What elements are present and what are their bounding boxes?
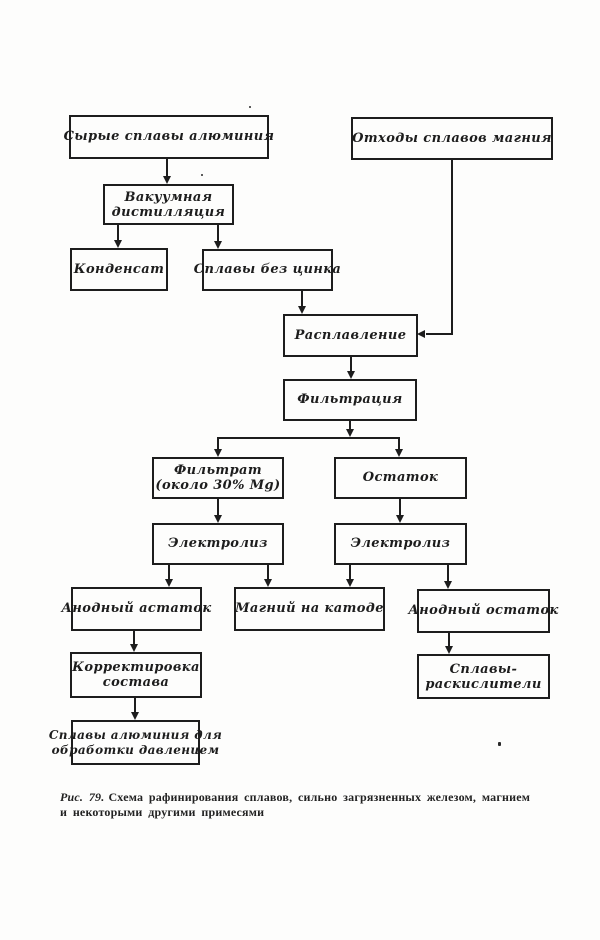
node-label: Магний на катоде xyxy=(235,601,384,616)
arrowhead-down-icon xyxy=(346,579,354,587)
ink-speck xyxy=(498,742,501,746)
arrowhead-down-icon xyxy=(444,581,452,589)
node-label: Сырые сплавы алюминия xyxy=(63,129,275,144)
connector-elecleft-to-anode xyxy=(168,565,170,580)
arrowhead-down-icon xyxy=(396,515,404,523)
node-deoxidizer-alloys xyxy=(417,654,550,699)
node-label-line1: Фильтрат xyxy=(173,463,263,478)
ink-speck xyxy=(249,106,251,108)
node-anode-residue-right xyxy=(408,589,559,633)
node-label: Анодный остаток xyxy=(408,603,559,618)
connector-elecleft-to-cathode xyxy=(267,565,269,580)
node-label: Электролиз xyxy=(350,536,451,551)
connector-residue-to-electrolysis xyxy=(399,499,401,516)
connector-elecright-to-cathode xyxy=(349,565,351,580)
node-condensate xyxy=(70,248,168,291)
arrowhead-down-icon xyxy=(214,515,222,523)
connector-melting-to-filtration xyxy=(350,357,352,372)
arrowhead-down-icon xyxy=(130,644,138,652)
connector-filtrate-to-electrolysis xyxy=(217,499,219,516)
node-magnesium-alloy-waste xyxy=(351,117,553,160)
node-label-line2: раскислители xyxy=(425,676,542,692)
node-label-line2: дистилляция xyxy=(111,204,226,220)
arrowhead-down-icon xyxy=(298,306,306,314)
caption-text-line1: Схема рафинирования сплавов, сильно загрязненных железом, магнием xyxy=(108,790,531,804)
node-composition-adjustment xyxy=(70,652,202,698)
arrowhead-down-icon xyxy=(395,449,403,457)
connector-vacuum-to-condensate xyxy=(117,223,119,241)
node-magnesium-on-cathode xyxy=(234,587,385,631)
figure-number: Рис. 79. xyxy=(60,790,105,804)
node-residue xyxy=(334,457,467,499)
connector-elecright-to-anode xyxy=(447,565,449,582)
connector-waste-to-melting xyxy=(426,333,452,335)
node-alloys-without-zinc xyxy=(193,249,342,291)
connector-split-bar xyxy=(217,437,400,439)
arrowhead-down-icon xyxy=(131,712,139,720)
connector-nozinc-to-melting xyxy=(301,289,303,307)
arrowhead-down-icon xyxy=(163,176,171,184)
caption-text-line2: и некоторыми другими примесями xyxy=(60,804,265,819)
connector-waste-down xyxy=(451,159,453,335)
node-label-line1: Вакуумная xyxy=(124,189,213,205)
node-label-line1: Сплавы- xyxy=(449,661,518,677)
arrowhead-down-icon xyxy=(114,240,122,248)
arrowhead-down-icon xyxy=(264,579,272,587)
node-label: Фильтрация xyxy=(297,392,403,407)
node-melting xyxy=(283,314,418,357)
connector-raw-to-vacuum xyxy=(166,157,168,177)
node-label: Отходы сплавов магния xyxy=(352,130,552,146)
node-label: Электролиз xyxy=(168,536,268,551)
ink-speck xyxy=(201,174,203,176)
arrowhead-down-icon xyxy=(445,646,453,654)
node-filtration xyxy=(283,379,417,421)
node-raw-aluminum-alloys xyxy=(63,115,275,159)
node-filtrate-30pct-mg xyxy=(152,457,284,499)
node-label-line1: Корректировка xyxy=(72,660,200,675)
node-label: Конденсат xyxy=(73,261,165,277)
connector-adjustment-to-alloys xyxy=(134,698,136,713)
arrowhead-down-icon xyxy=(347,371,355,379)
node-label-line2: состава xyxy=(102,675,170,690)
node-label-line2: (около 30% Mg) xyxy=(155,478,281,493)
node-anode-residue-left xyxy=(61,587,212,631)
node-label: Расплавление xyxy=(294,327,407,343)
node-aluminum-alloys-for-pressure-working xyxy=(48,720,223,765)
arrowhead-left-icon xyxy=(417,330,425,338)
node-label: Остаток xyxy=(362,470,439,485)
connector-anode-to-adjustment xyxy=(133,631,135,645)
node-label-line1: Сплавы алюминия для xyxy=(48,727,223,742)
arrowhead-down-icon xyxy=(346,429,354,437)
arrowhead-down-icon xyxy=(214,449,222,457)
arrowhead-down-icon xyxy=(165,579,173,587)
node-electrolysis-right xyxy=(334,523,467,565)
node-label: Сплавы без цинка xyxy=(193,262,342,277)
arrowhead-down-icon xyxy=(214,241,222,249)
connector-vacuum-to-nozinc xyxy=(217,223,219,242)
connector-anode-to-deoxidizers xyxy=(448,633,450,647)
node-label: Анодный астаток xyxy=(61,601,212,616)
node-label-line2: обработки давлением xyxy=(51,742,220,757)
figure-caption xyxy=(60,790,548,819)
node-electrolysis-left xyxy=(152,523,284,565)
node-vacuum-distillation xyxy=(103,184,234,225)
